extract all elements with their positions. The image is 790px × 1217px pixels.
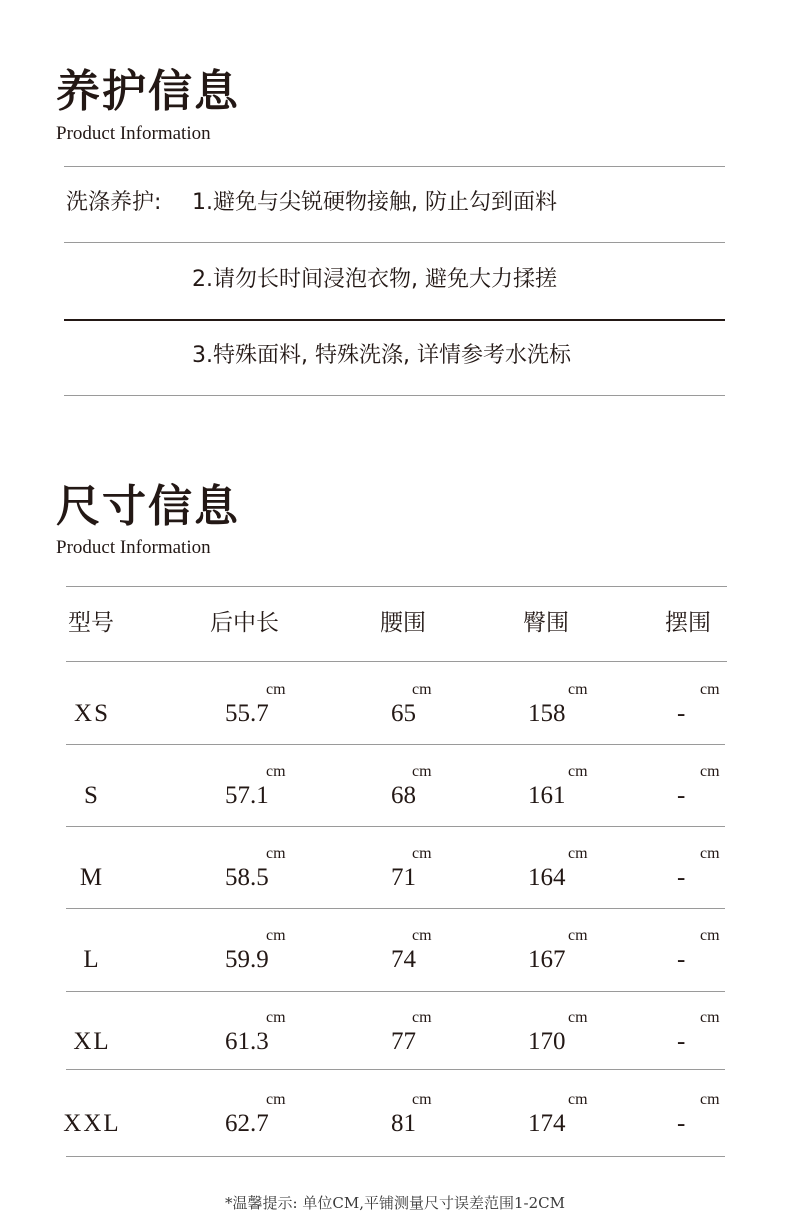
row-divider [66, 744, 725, 745]
header-waist: 腰围 [380, 610, 426, 636]
hip-unit: cm [568, 681, 588, 698]
hem-unit: cm [700, 927, 720, 944]
care-divider [64, 319, 725, 321]
row-divider [66, 1156, 725, 1157]
size-cell: S [84, 782, 100, 809]
hip-unit: cm [568, 763, 588, 780]
waist-unit: cm [412, 1009, 432, 1026]
size-cell: L [83, 946, 101, 973]
row-divider [66, 826, 725, 827]
waist-unit: cm [412, 927, 432, 944]
hem-unit: cm [700, 681, 720, 698]
hip-value: 164 [528, 864, 566, 891]
hip-unit: cm [568, 1009, 588, 1026]
length-value: 62.7 [225, 1110, 269, 1137]
hip-unit: cm [568, 927, 588, 944]
length-unit: cm [266, 845, 286, 862]
hip-unit: cm [568, 845, 588, 862]
hem-value: - [677, 946, 686, 973]
measurement-note: *温馨提示: 单位CM,平铺测量尺寸误差范围1-2CM [225, 1194, 565, 1212]
length-unit: cm [266, 1009, 286, 1026]
length-value: 58.5 [225, 864, 269, 891]
header-hip: 臀围 [523, 610, 569, 636]
waist-unit: cm [412, 681, 432, 698]
length-value: 55.7 [225, 700, 269, 727]
care-label: 洗涤养护: [66, 190, 162, 215]
hem-value: - [677, 1110, 686, 1137]
care-divider [64, 166, 725, 167]
size-cell: XL [73, 1028, 111, 1055]
row-divider [66, 1069, 725, 1070]
row-divider [66, 991, 725, 992]
care-divider [64, 242, 725, 243]
size-cell: XXL [63, 1110, 121, 1137]
care-divider [64, 395, 725, 396]
header-size: 型号 [68, 610, 114, 636]
hip-value: 158 [528, 700, 566, 727]
hem-value: - [677, 782, 686, 809]
table-header-rule [66, 661, 727, 662]
waist-value: 74 [391, 946, 416, 973]
length-unit: cm [266, 1091, 286, 1108]
hem-value: - [677, 864, 686, 891]
length-value: 59.9 [225, 946, 269, 973]
size-subtitle: Product Information [56, 537, 211, 558]
hem-value: - [677, 700, 686, 727]
length-unit: cm [266, 763, 286, 780]
hem-unit: cm [700, 763, 720, 780]
length-unit: cm [266, 681, 286, 698]
hem-unit: cm [700, 1091, 720, 1108]
length-value: 57.1 [225, 782, 269, 809]
care-item-3: 3.特殊面料, 特殊洗涤, 详情参考水洗标 [192, 343, 571, 368]
table-top-rule [66, 586, 727, 587]
size-title: 尺寸信息 [56, 481, 240, 532]
waist-value: 81 [391, 1110, 416, 1137]
care-title: 养护信息 [56, 66, 240, 117]
size-cell: XS [74, 700, 110, 727]
care-item-1: 1.避免与尖锐硬物接触, 防止勾到面料 [192, 190, 557, 215]
waist-value: 65 [391, 700, 416, 727]
hem-value: - [677, 1028, 686, 1055]
length-unit: cm [266, 927, 286, 944]
waist-value: 68 [391, 782, 416, 809]
hip-value: 161 [528, 782, 566, 809]
hem-unit: cm [700, 1009, 720, 1026]
hip-value: 174 [528, 1110, 566, 1137]
length-value: 61.3 [225, 1028, 269, 1055]
waist-unit: cm [412, 845, 432, 862]
header-hem: 摆围 [665, 610, 711, 636]
hip-value: 170 [528, 1028, 566, 1055]
waist-value: 77 [391, 1028, 416, 1055]
hem-unit: cm [700, 845, 720, 862]
waist-value: 71 [391, 864, 416, 891]
waist-unit: cm [412, 763, 432, 780]
header-length: 后中长 [210, 610, 279, 636]
hip-unit: cm [568, 1091, 588, 1108]
waist-unit: cm [412, 1091, 432, 1108]
hip-value: 167 [528, 946, 566, 973]
care-item-2: 2.请勿长时间浸泡衣物, 避免大力揉搓 [192, 267, 557, 292]
size-cell: M [79, 864, 105, 891]
care-subtitle: Product Information [56, 123, 211, 144]
row-divider [66, 908, 725, 909]
